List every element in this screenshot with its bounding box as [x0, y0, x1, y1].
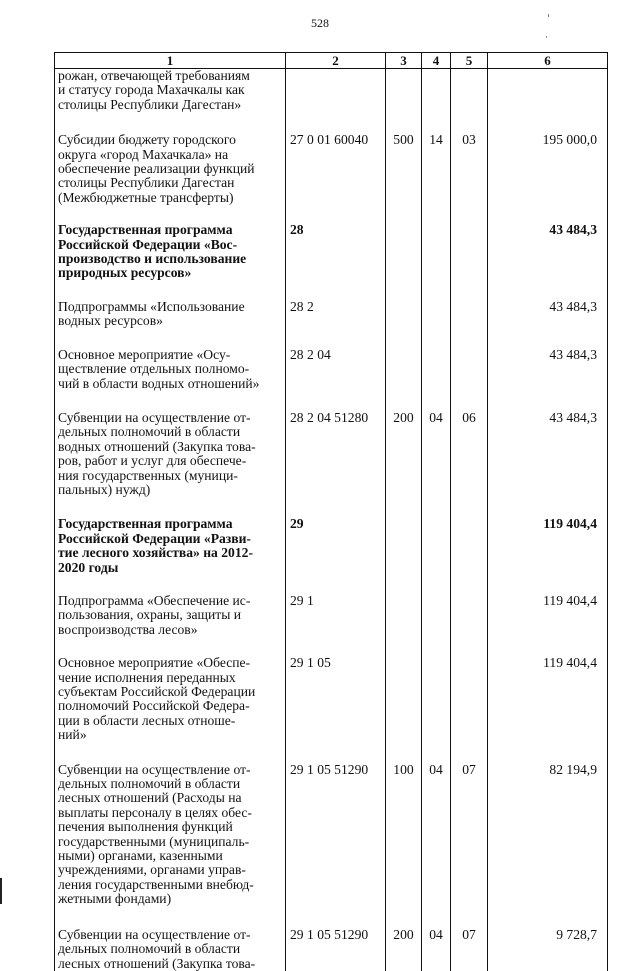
spacer-cell: [286, 391, 386, 411]
row-spacer: [55, 575, 608, 594]
spacer-cell: [451, 575, 488, 594]
spacer-cell: [422, 575, 451, 594]
row-amount: 82 194,9: [488, 763, 608, 907]
description-line: Подпрограммы «Использование: [58, 298, 245, 314]
row-subsection: [451, 348, 488, 391]
column-header-1: 1: [55, 53, 286, 69]
row-amount: 43 484,3: [488, 348, 608, 391]
row-code: 29 1: [286, 594, 386, 637]
row-subsection: [451, 517, 488, 575]
description-line: Российской Федерации «Разви-: [58, 530, 251, 546]
spacer-cell: [422, 329, 451, 348]
description-line: столицы Республики Дагестан»: [58, 96, 242, 112]
spacer-cell: [386, 575, 422, 594]
row-spacer: [55, 497, 608, 517]
description-line: выплаты персоналу в целях обес-: [58, 804, 252, 820]
description-line: ществление отдельных полномо-: [58, 361, 250, 377]
description-line: Субсидии бюджету городского: [58, 132, 236, 148]
description-line: учреждениями, органами управ-: [58, 862, 246, 878]
description-line: ными) органами, казенными: [58, 848, 223, 864]
description-line: водных ресурсов»: [58, 313, 163, 329]
row-spacer: [55, 205, 608, 223]
description-line: округа «город Махачкала» на: [58, 146, 229, 162]
row-amount: 9 728,7: [488, 928, 608, 971]
spacer-cell: [55, 497, 286, 517]
row-code: 29: [286, 517, 386, 575]
row-expense-type: 200: [386, 411, 422, 497]
spacer-cell: [286, 637, 386, 656]
row-amount: 119 404,4: [488, 517, 608, 575]
description-line: рожан, отвечающей требованиям: [58, 68, 250, 83]
description-line: пальных) нужд): [58, 481, 151, 497]
row-spacer: [55, 907, 608, 928]
row-description: [55, 517, 286, 575]
spacer-cell: [488, 637, 608, 656]
spacer-cell: [55, 575, 286, 594]
spacer-cell: [286, 575, 386, 594]
row-description: [55, 763, 286, 907]
column-header-3: 3: [386, 53, 422, 69]
column-header-6: 6: [488, 53, 608, 69]
table-row: [55, 348, 608, 391]
description-line: Подпрограмма «Обеспечение ис-: [58, 592, 251, 608]
spacer-cell: [286, 112, 386, 133]
row-spacer: [55, 329, 608, 348]
spacer-cell: [55, 281, 286, 300]
description-line: воспроизводства лесов»: [58, 621, 198, 637]
row-description: [55, 411, 286, 497]
table-row: [55, 223, 608, 281]
row-expense-type: 100: [386, 763, 422, 907]
spacer-cell: [386, 391, 422, 411]
row-subsection: [451, 69, 488, 113]
row-amount: 195 000,0: [488, 133, 608, 205]
row-subsection: [451, 594, 488, 637]
spacer-cell: [451, 205, 488, 223]
row-code: [286, 69, 386, 113]
page-number: 528: [311, 16, 329, 30]
description-line: государственными (муниципаль-: [58, 833, 250, 849]
row-expense-type: 200: [386, 928, 422, 971]
scan-edge-mark: [0, 878, 2, 904]
row-subsection: 03: [451, 133, 488, 205]
table-header-row: [55, 53, 608, 69]
budget-table: [54, 52, 608, 971]
row-description: [55, 928, 286, 971]
row-amount: 43 484,3: [488, 411, 608, 497]
table-row: [55, 928, 608, 971]
row-section: 14: [422, 133, 451, 205]
description-line: ления государственными внебюд-: [58, 876, 254, 892]
description-line: жетными фондами): [58, 891, 172, 907]
column-header-4: 4: [422, 53, 451, 69]
spacer-cell: [286, 329, 386, 348]
spacer-cell: [55, 112, 286, 133]
spacer-cell: [488, 391, 608, 411]
description-line: Субвенции на осуществление от-: [58, 409, 251, 425]
description-line: лесных отношений (Закупка това-: [58, 955, 256, 971]
spacer-cell: [422, 391, 451, 411]
description-line: (Межбюджетные трансферты): [58, 189, 234, 205]
table-row: [55, 133, 608, 205]
row-section: [422, 594, 451, 637]
spacer-cell: [488, 743, 608, 763]
row-expense-type: [386, 517, 422, 575]
description-line: дельных полномочий в области: [58, 424, 241, 440]
spacer-cell: [451, 907, 488, 928]
description-line: производство и использование: [58, 251, 247, 267]
row-expense-type: [386, 656, 422, 742]
row-amount: 43 484,3: [488, 223, 608, 281]
row-subsection: 07: [451, 763, 488, 907]
description-line: Основное мероприятие «Обеспе-: [58, 655, 251, 671]
spacer-cell: [451, 281, 488, 300]
table-row: [55, 411, 608, 497]
spacer-cell: [55, 637, 286, 656]
table-row: [55, 594, 608, 637]
row-expense-type: [386, 348, 422, 391]
row-section: [422, 223, 451, 281]
row-description: [55, 133, 286, 205]
spacer-cell: [386, 637, 422, 656]
row-code: 28 2 04 51280: [286, 411, 386, 497]
spacer-cell: [386, 112, 422, 133]
description-line: лесных отношений (Расходы на: [58, 790, 242, 806]
spacer-cell: [422, 907, 451, 928]
spacer-cell: [488, 112, 608, 133]
spacer-cell: [488, 575, 608, 594]
description-line: ции в области лесных отноше-: [58, 712, 236, 728]
description-line: водных отношений (Закупка това-: [58, 438, 256, 454]
row-section: [422, 656, 451, 742]
row-amount: 119 404,4: [488, 594, 608, 637]
description-line: ния государственных (муници-: [58, 467, 238, 483]
row-amount: [488, 69, 608, 113]
row-subsection: [451, 656, 488, 742]
spacer-cell: [386, 329, 422, 348]
row-expense-type: [386, 300, 422, 329]
row-subsection: 06: [451, 411, 488, 497]
table-row: [55, 656, 608, 742]
row-expense-type: [386, 69, 422, 113]
row-spacer: [55, 743, 608, 763]
row-amount: 119 404,4: [488, 656, 608, 742]
spacer-cell: [386, 205, 422, 223]
row-expense-type: 500: [386, 133, 422, 205]
description-line: Государственная программа: [58, 516, 233, 532]
row-section: 04: [422, 411, 451, 497]
scan-speck: [548, 14, 549, 17]
row-subsection: 07: [451, 928, 488, 971]
description-line: обеспечение реализации функций: [58, 161, 255, 177]
description-line: 2020 годы: [58, 559, 119, 575]
table-body: [55, 69, 608, 971]
row-code: 29 1 05: [286, 656, 386, 742]
description-line: чий в области водных отношений»: [58, 375, 260, 391]
row-description: [55, 594, 286, 637]
spacer-cell: [286, 743, 386, 763]
spacer-cell: [422, 112, 451, 133]
description-line: Российской Федерации «Вос-: [58, 236, 238, 252]
description-line: тие лесного хозяйства» на 2012-: [58, 545, 253, 561]
spacer-cell: [422, 637, 451, 656]
row-section: 04: [422, 928, 451, 971]
row-description: [55, 69, 286, 113]
spacer-cell: [451, 743, 488, 763]
spacer-cell: [451, 637, 488, 656]
description-line: ний»: [58, 727, 87, 743]
description-line: и статусу города Махачкалы как: [58, 82, 245, 98]
description-line: чение исполнения переданных: [58, 669, 236, 685]
spacer-cell: [286, 281, 386, 300]
row-amount: 43 484,3: [488, 300, 608, 329]
row-section: [422, 300, 451, 329]
spacer-cell: [422, 205, 451, 223]
row-code: 28 2 04: [286, 348, 386, 391]
row-description: [55, 348, 286, 391]
row-expense-type: [386, 223, 422, 281]
row-description: [55, 300, 286, 329]
row-description: [55, 656, 286, 742]
description-line: столицы Республики Дагестан: [58, 175, 235, 191]
table-row: [55, 300, 608, 329]
description-line: ров, работ и услуг для обеспече-: [58, 453, 247, 469]
description-line: Основное мероприятие «Осу-: [58, 346, 231, 362]
spacer-cell: [451, 497, 488, 517]
description-line: дельных полномочий в области: [58, 941, 241, 957]
description-line: дельных полномочий в области: [58, 776, 241, 792]
row-section: [422, 348, 451, 391]
description-line: полномочий Российской Федера-: [58, 698, 250, 714]
row-subsection: [451, 300, 488, 329]
spacer-cell: [55, 329, 286, 348]
spacer-cell: [422, 743, 451, 763]
description-line: Государственная программа: [58, 222, 233, 238]
row-spacer: [55, 112, 608, 133]
spacer-cell: [386, 281, 422, 300]
row-expense-type: [386, 594, 422, 637]
column-header-5: 5: [451, 53, 488, 69]
spacer-cell: [488, 907, 608, 928]
spacer-cell: [422, 281, 451, 300]
scan-speck: [546, 36, 547, 38]
spacer-cell: [286, 205, 386, 223]
spacer-cell: [488, 281, 608, 300]
spacer-cell: [55, 743, 286, 763]
table-row: [55, 763, 608, 907]
spacer-cell: [55, 391, 286, 411]
row-section: [422, 517, 451, 575]
row-code: 28: [286, 223, 386, 281]
row-description: [55, 223, 286, 281]
spacer-cell: [488, 497, 608, 517]
row-code: 29 1 05 51290: [286, 763, 386, 907]
spacer-cell: [55, 907, 286, 928]
row-code: 28 2: [286, 300, 386, 329]
description-line: печения выполнения функций: [58, 819, 233, 835]
spacer-cell: [451, 112, 488, 133]
spacer-cell: [488, 329, 608, 348]
spacer-cell: [422, 497, 451, 517]
description-line: Субвенции на осуществление от-: [58, 926, 251, 942]
spacer-cell: [386, 743, 422, 763]
spacer-cell: [55, 205, 286, 223]
row-spacer: [55, 281, 608, 300]
table-row: [55, 69, 608, 113]
row-spacer: [55, 637, 608, 656]
description-line: пользования, охраны, защиты и: [58, 607, 242, 623]
spacer-cell: [286, 497, 386, 517]
row-section: [422, 69, 451, 113]
spacer-cell: [451, 391, 488, 411]
spacer-cell: [451, 329, 488, 348]
row-code: 29 1 05 51290: [286, 928, 386, 971]
row-code: 27 0 01 60040: [286, 133, 386, 205]
row-section: 04: [422, 763, 451, 907]
spacer-cell: [488, 205, 608, 223]
description-line: Субвенции на осуществление от-: [58, 761, 251, 777]
table-row: [55, 517, 608, 575]
description-line: субъектам Российской Федерации: [58, 684, 256, 699]
row-spacer: [55, 391, 608, 411]
spacer-cell: [386, 907, 422, 928]
description-line: природных ресурсов»: [58, 265, 192, 281]
column-header-2: 2: [286, 53, 386, 69]
spacer-cell: [386, 497, 422, 517]
spacer-cell: [286, 907, 386, 928]
row-subsection: [451, 223, 488, 281]
